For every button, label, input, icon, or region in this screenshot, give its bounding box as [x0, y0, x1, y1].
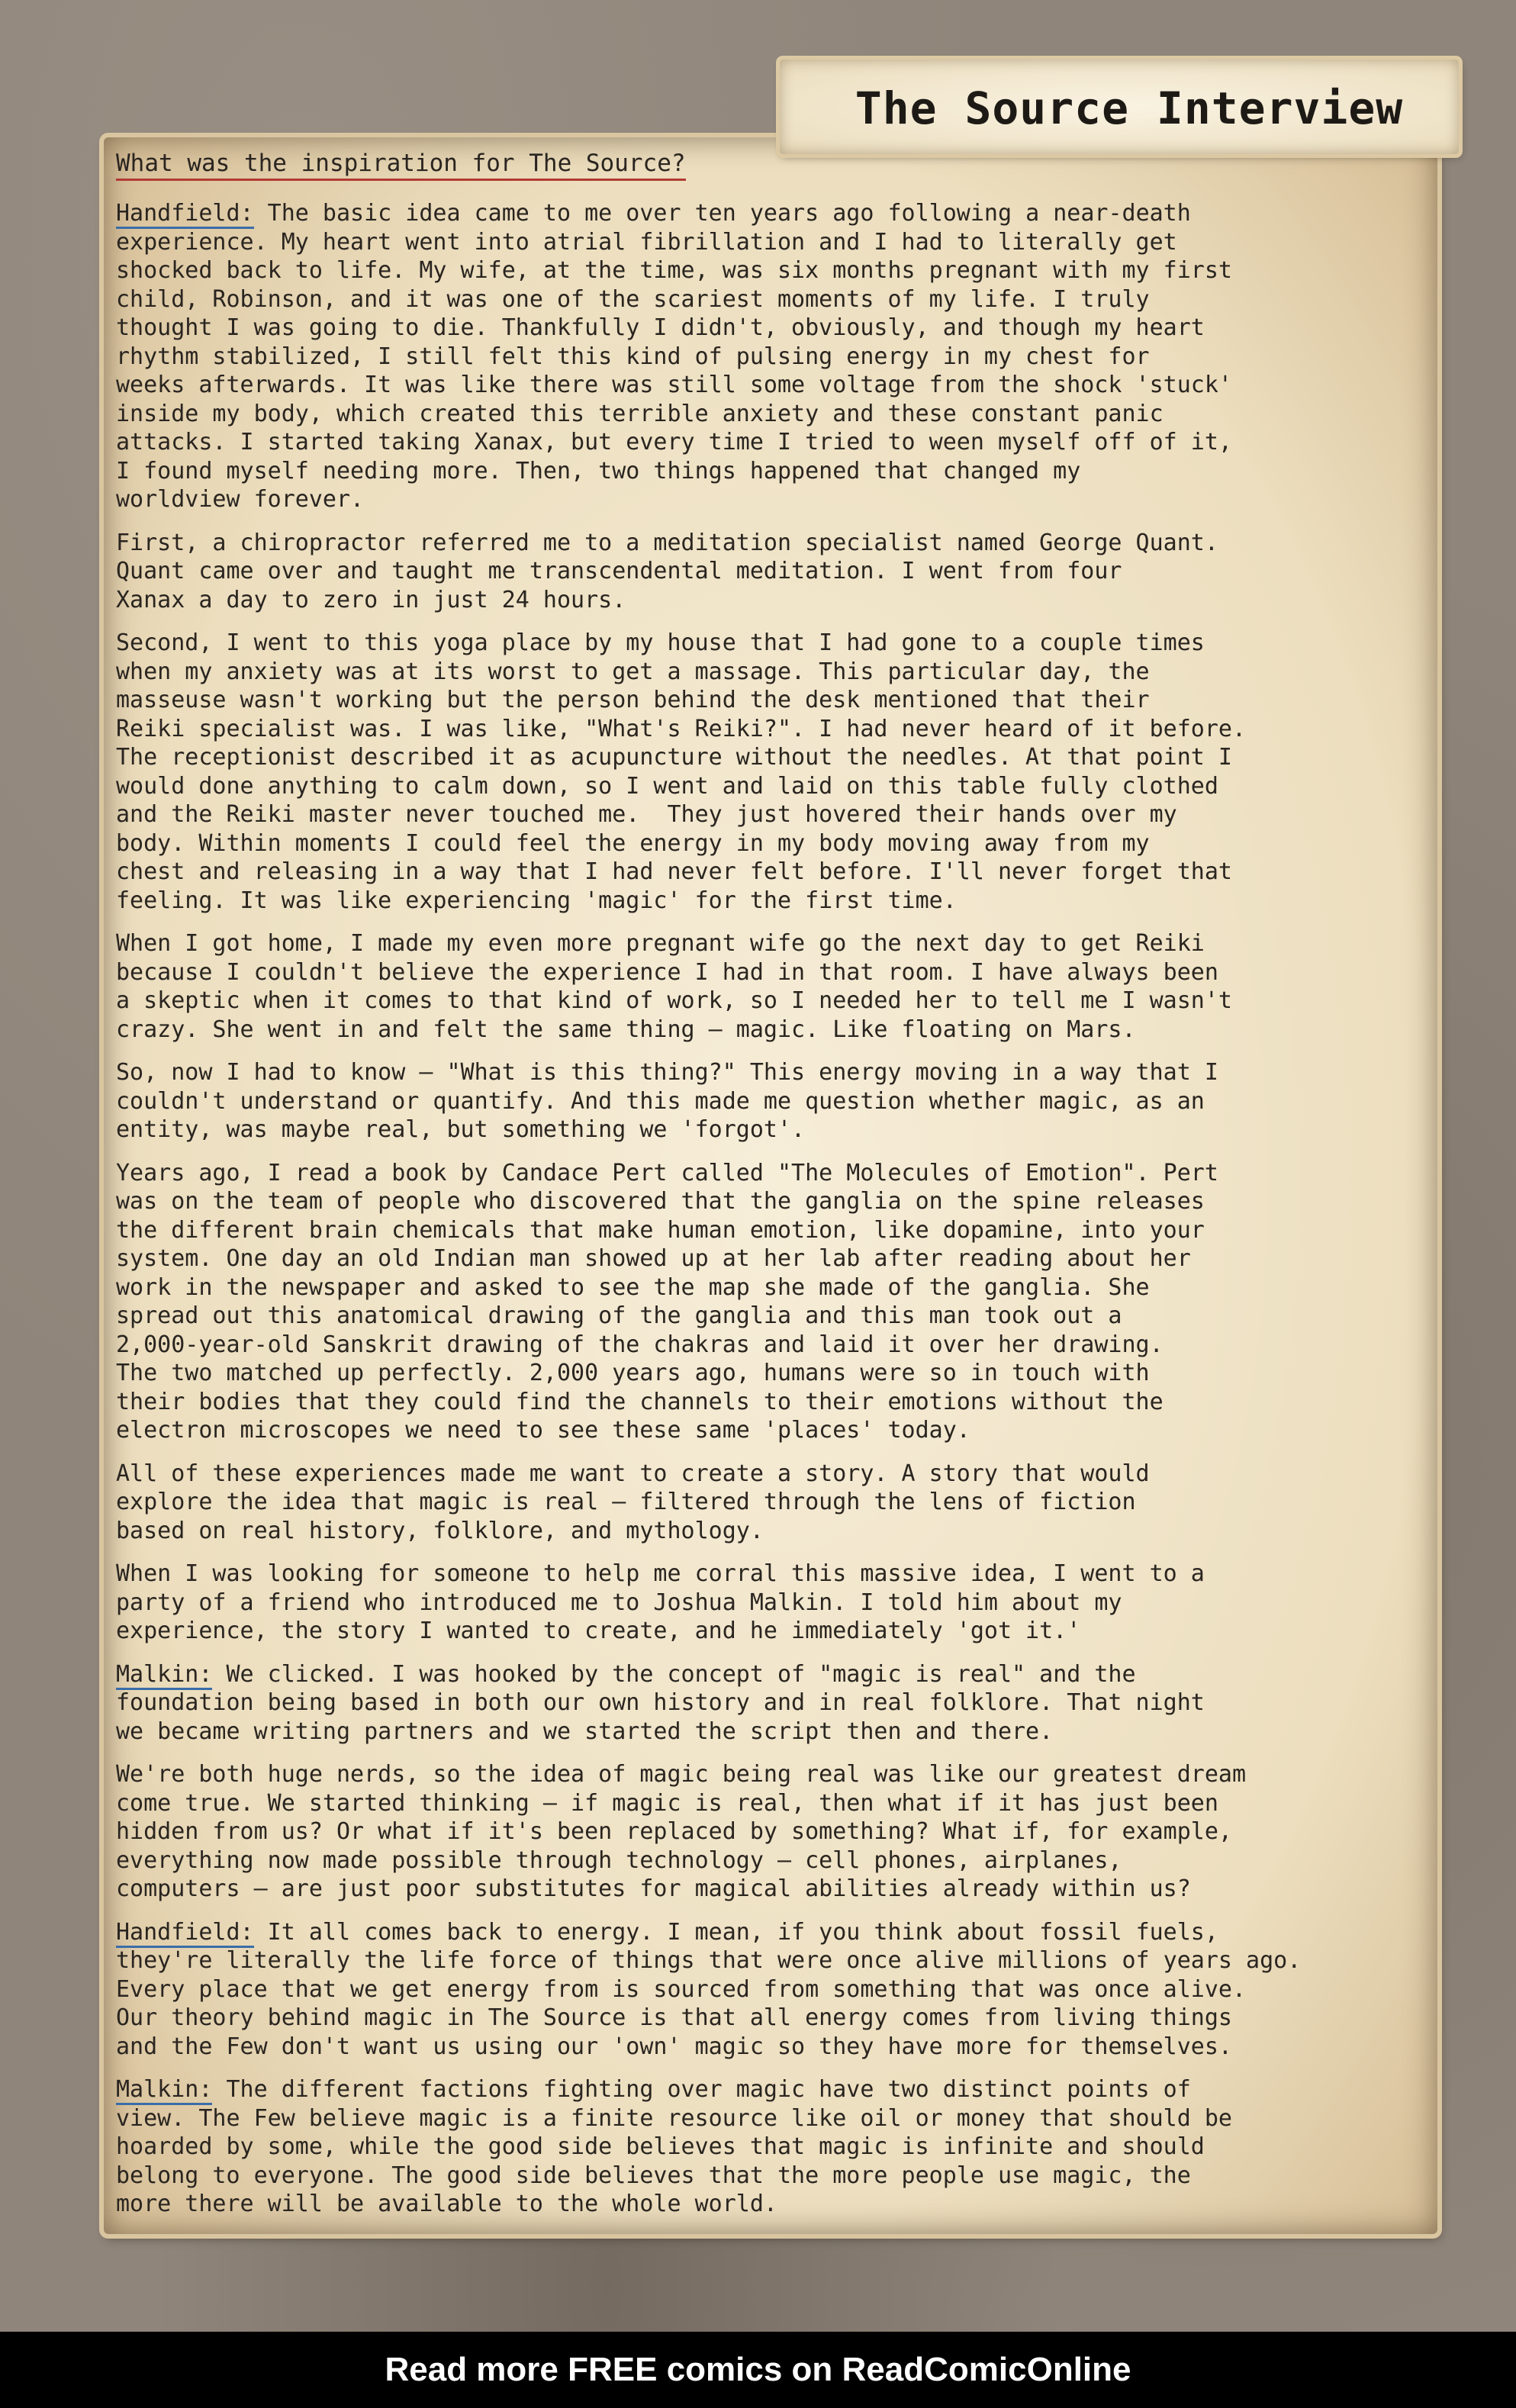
footer-banner[interactable]: Read more FREE comics on ReadComicOnline [0, 2332, 1516, 2408]
paragraph: First, a chiropractor referred me to a meditation specialist named George Quant. Quant came over and taught me transcendental meditation. I went from four Xanax a day to zero in just 24 hours. [116, 529, 1218, 613]
paragraph: Handfield: The basic idea came to me over ten years ago following a near-death experience. My heart went into atrial fibrillation and I had to literally get shocked back to life. My wife, at the time, was six months pregnant with my first child, Robinson, and it was one of the scariest moments of my life. I truly thought I was going to die. Thankfully I didn't, obviously, and though my heart rhythm stabilized, I still felt this kind of pulsing energy in my chest for weeks afterwards. It was like there was still some voltage from the shock 'stuck' inside my body, which created this terrible anxiety and these constant panic attacks. I started taking Xanax, but every time I tried to ween myself off of it, I found myself needing more. Then, two things happened that changed my worldview forever. [116, 200, 1232, 513]
paragraph: Malkin: We clicked. I was hooked by the concept of "magic is real" and the foundation being based in both our own history and in real folklore. That night we became writing partners and we started the script then and there. [116, 1660, 1205, 1745]
paragraph: We're both huge nerds, so the idea of magic being real was like our greatest dream come true. We started thinking — if magic is real, then what if it has just been hidden from us? Or what if it's been replaced by something? What if, for example, everything now made possible through technology — cell phones, airplanes, computers — are just poor substitutes for magical abilities already within us? [116, 1761, 1247, 1902]
paragraph: Second, I went to this yoga place by my house that I had gone to a couple times when my anxiety was at its worst to get a massage. This particular day, the masseuse wasn't working but the person behind the desk mentioned that their Reiki specialist was. I was like, "What's Reiki?". I had never heard of it before. The receptionist described it as acupuncture without the needles. At that point I would done anything to calm down, so I went and laid on this table fully clothed and the Reiki master never touched me. They just hovered their hands over my body. Within moments I could feel the energy in my body moving away from my chest and releasing in a way that I had never felt before. I'll never forget that feeling. It was like experiencing 'magic' for the first time. [116, 629, 1247, 914]
paragraph: When I got home, I made my even more pregnant wife go the next day to get Reiki because I couldn't believe the experience I had in that room. I have always been a skeptic when it comes to that kind of work, so I needed her to tell me I wasn't crazy. She went in and felt the same thing — magic. Like floating on Mars. [116, 930, 1232, 1043]
paragraph: Years ago, I read a book by Candace Pert called "The Molecules of Emotion". Pert was on the team of people who discovered that the ganglia on the spine releases the different brain chemicals that make human emotion, like dopamine, into your system. One day an old Indian man showed up at her lab after reading about her work in the newspaper and asked to see the map she made of the ganglia. She spread out this anatomical drawing of the ganglia and this man took out a 2,000-year-old Sanskrit drawing of the chakras and laid it over her drawing. The two matched up perfectly. 2,000 years ago, humans were so in touch with their bodies that they could find the channels to their emotions without the electron microscopes we need to see these same 'places' today. [116, 1159, 1218, 1444]
paragraph: All of these experiences made me want to create a story. A story that would explore the idea that magic is real — filtered through the lens of fiction based on real history, folklore, and mythology. [116, 1460, 1150, 1544]
page-title: The Source Interview [855, 82, 1404, 134]
speaker-name: Malkin: [116, 1661, 212, 1690]
speaker-name: Malkin: [116, 2076, 212, 2105]
paragraph-list [116, 199, 1428, 2219]
interview-body [116, 150, 1428, 2233]
speaker-name: Handfield: [116, 1919, 254, 1948]
paragraph: When I was looking for someone to help me corral this massive idea, I went to a party of a friend who introduced me to Joshua Malkin. I told him about my experience, the story I wanted to create, and he immediately 'got it.' [116, 1560, 1205, 1644]
paragraph: So, now I had to know — "What is this thing?" This energy moving in a way that I couldn't understand or quantify. And this made me question whether magic, as an entity, was maybe real, but something we 'forgot'. [116, 1059, 1218, 1143]
paragraph: Handfield: It all comes back to energy. I mean, if you think about fossil fuels, they're literally the life force of things that were once alive millions of years ago. Every place that we get energy from is sourced from something that was once alive. Our theory behind magic in The Source is that all energy comes from living things and the Few don't want us using our 'own' magic so they have more for themselves. [116, 1918, 1302, 2060]
paragraph: Malkin: The different factions fighting over magic have two distinct points of view. The Few believe magic is a finite resource like oil or money that should be hoarded by some, while the good side believes that magic is infinite and should belong to everyone. The good side believes that the more people use magic, the more there will be available to the whole world. [116, 2076, 1232, 2217]
interview-question: What was the inspiration for The Source? [116, 150, 686, 181]
speaker-name: Handfield: [116, 200, 254, 229]
